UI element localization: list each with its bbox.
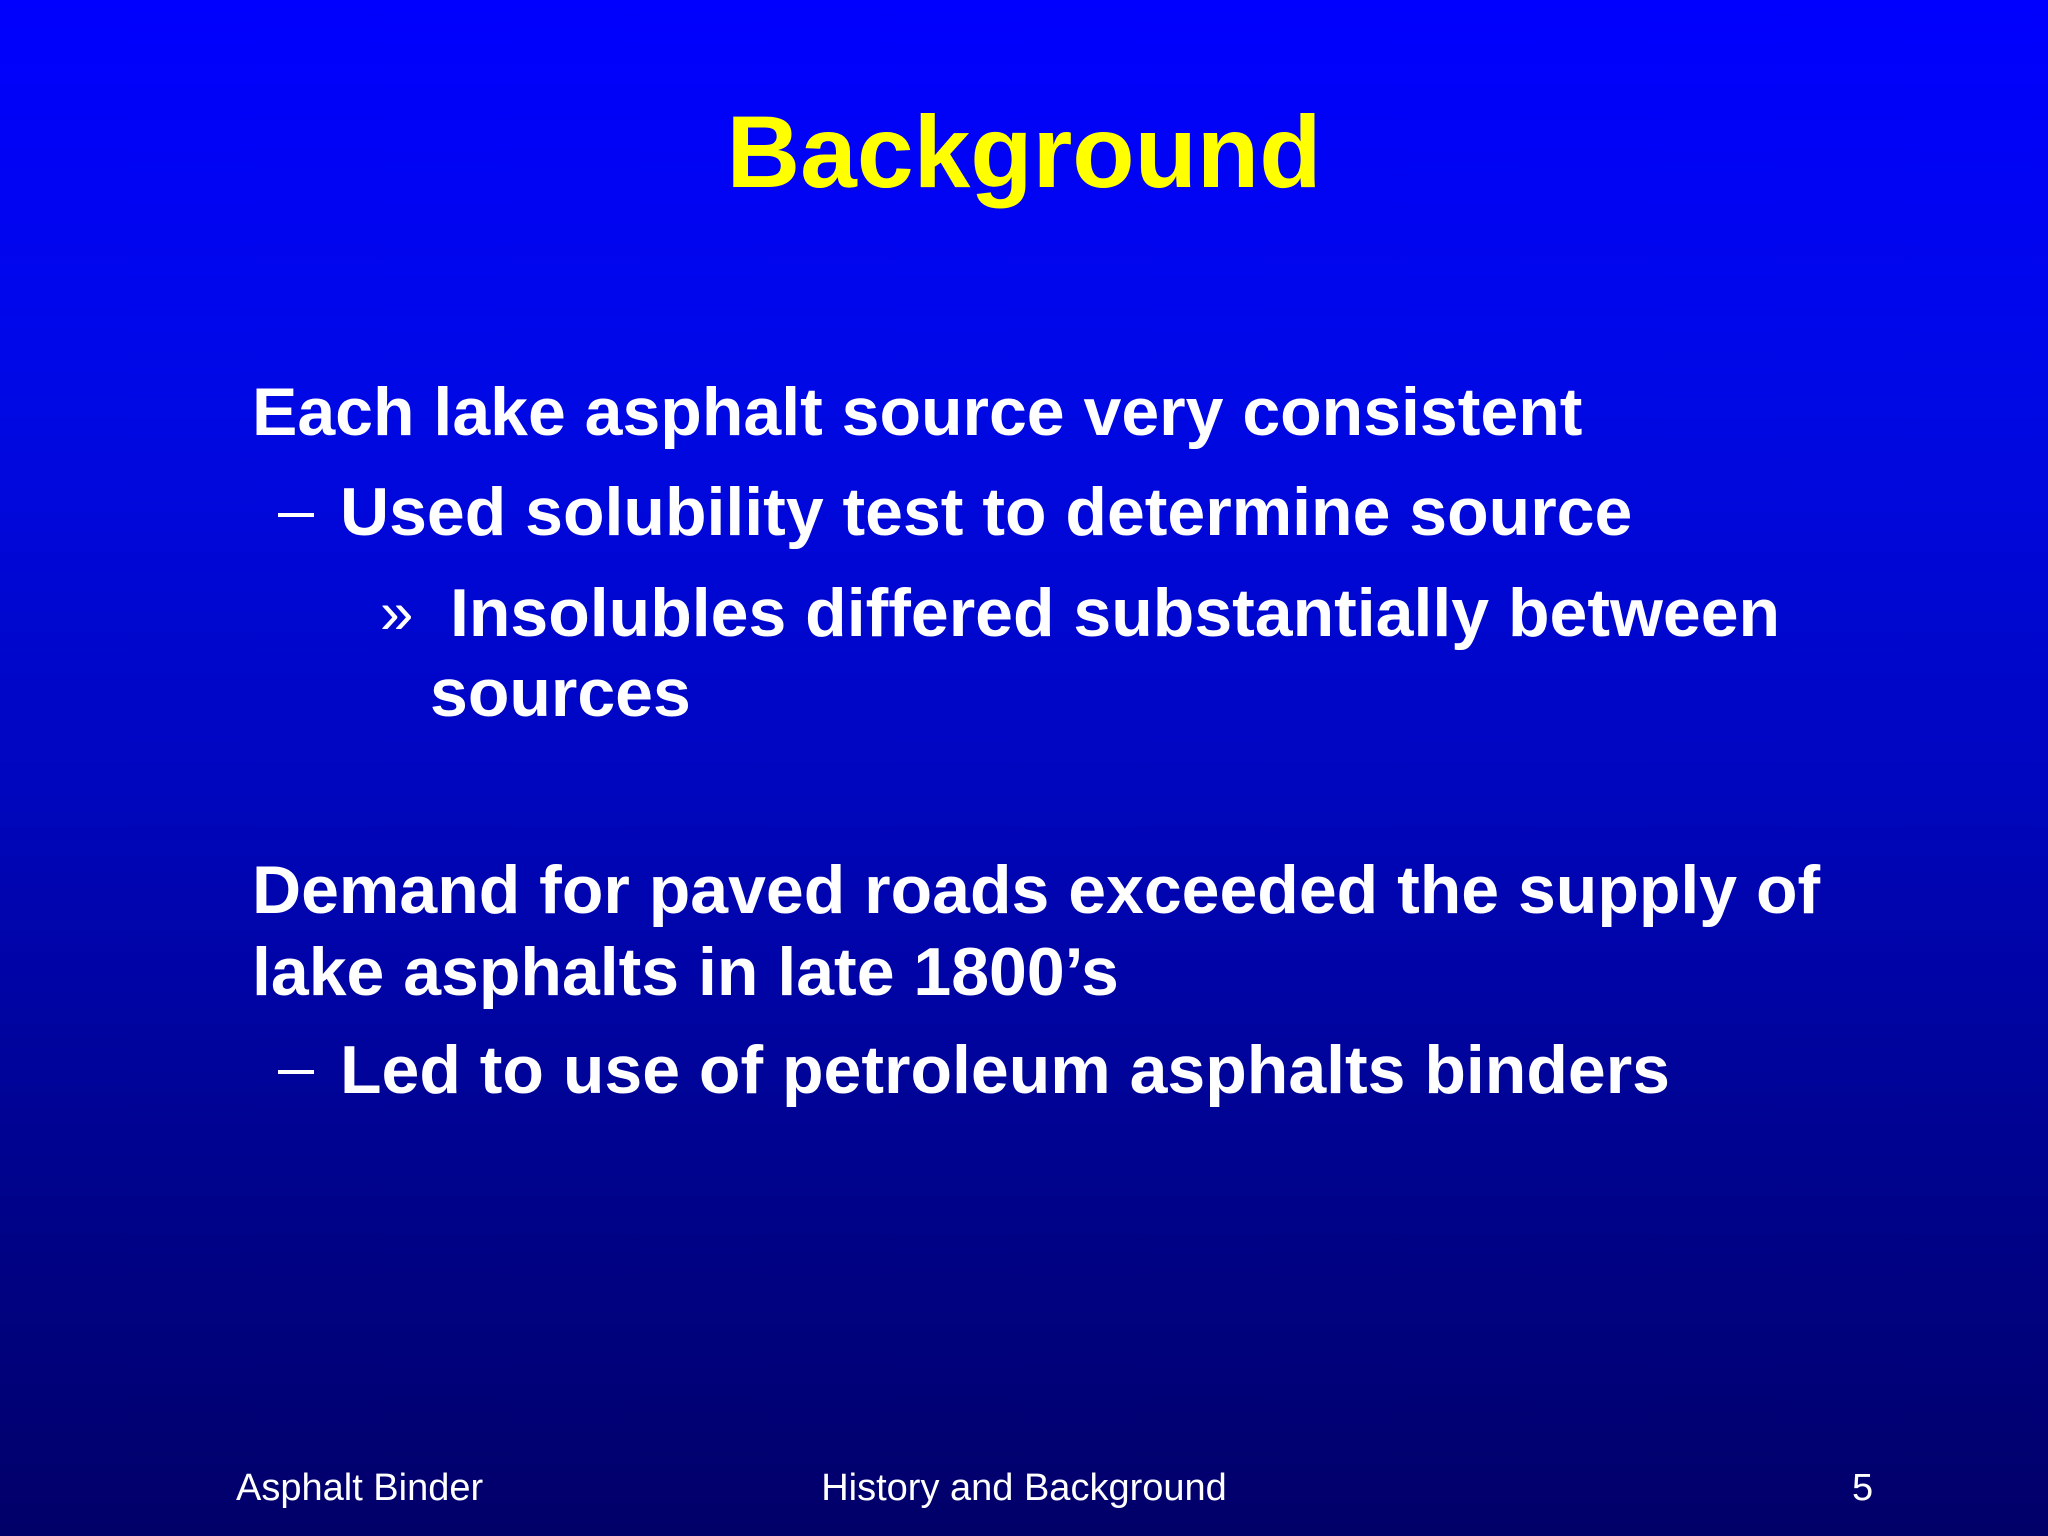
bullet-demand-paved-roads-line1: Demand for paved roads exceeded the supply of [252,852,1821,928]
dash-bullet-icon [278,513,314,517]
double-chevron-bullet-icon: » [380,579,414,646]
footer-left-text: Asphalt Binder [236,1467,484,1509]
dash-bullet-icon [278,1070,314,1074]
sub-bullet-petroleum-asphalts: Led to use of petroleum asphalts binders [340,1032,1670,1108]
slide-title: Background [726,95,1322,209]
slide-page-number: 5 [1852,1467,1874,1509]
sub-bullet-solubility-test: Used solubility test to determine source [340,474,1633,550]
footer-center-text: History and Background [821,1467,1227,1509]
bullet-lake-asphalt-consistency: Each lake asphalt source very consistent [252,374,1583,450]
bullet-demand-paved-roads-line2: lake asphalts in late 1800’s [252,934,1119,1010]
sub-sub-bullet-insolubles-line2: sources [430,655,691,731]
sub-sub-bullet-insolubles-line1: Insolubles differed substantially between [450,575,1781,651]
